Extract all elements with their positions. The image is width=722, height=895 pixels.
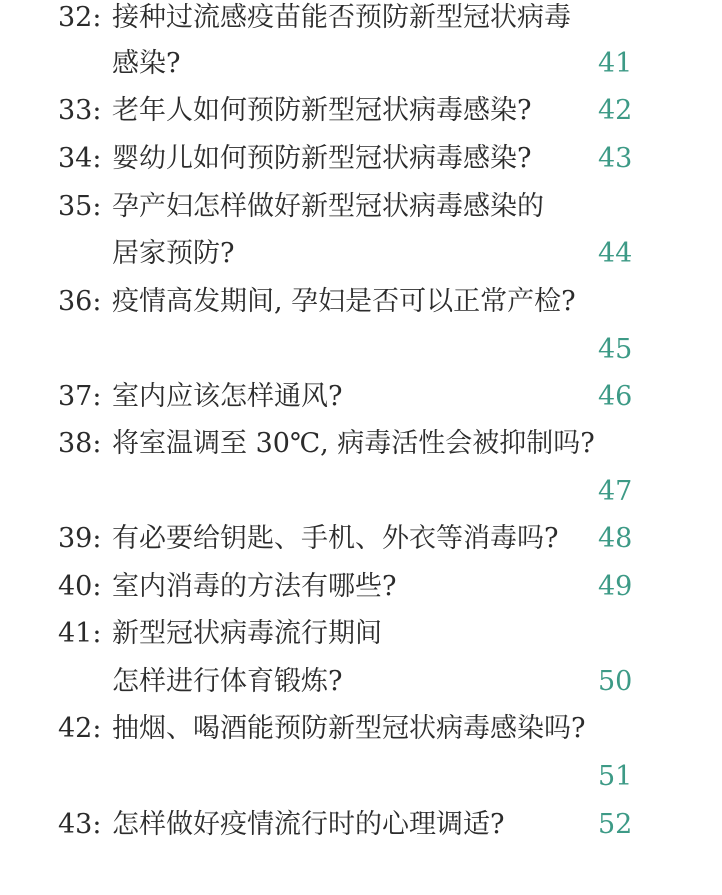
entry-title: 孕产妇怎样做好新型冠状病毒感染的 bbox=[112, 191, 544, 222]
entry-title: 室内消毒的方法有哪些? bbox=[112, 571, 397, 602]
entry-number: 36: bbox=[58, 286, 102, 317]
entry-page-number: 45 bbox=[598, 334, 633, 365]
entry-title: 疫情高发期间, 孕妇是否可以正常产检? bbox=[112, 286, 576, 317]
entry-number: 39: bbox=[58, 523, 102, 554]
entry-page-number: 49 bbox=[598, 571, 633, 602]
entry-title-continued: 感染? bbox=[112, 48, 181, 79]
entry-number: 33: bbox=[58, 95, 102, 126]
entry-number: 42: bbox=[58, 713, 102, 744]
entry-page-number: 46 bbox=[598, 381, 633, 412]
entry-title: 婴幼儿如何预防新型冠状病毒感染? bbox=[112, 143, 532, 174]
entry-title: 有必要给钥匙、手机、外衣等消毒吗? bbox=[112, 523, 559, 554]
entry-number: 38: bbox=[58, 428, 102, 459]
entry-number: 35: bbox=[58, 191, 102, 222]
entry-title: 将室温调至 30℃, 病毒活性会被抑制吗? bbox=[112, 428, 595, 459]
entry-number: 37: bbox=[58, 381, 102, 412]
entry-title: 室内应该怎样通风? bbox=[112, 381, 343, 412]
entry-title: 老年人如何预防新型冠状病毒感染? bbox=[112, 95, 532, 126]
entry-page-number: 42 bbox=[598, 95, 633, 126]
entry-page-number: 50 bbox=[598, 666, 633, 697]
entry-page-number: 52 bbox=[598, 809, 633, 840]
entry-title: 接种过流感疫苗能否预防新型冠状病毒 bbox=[112, 2, 571, 33]
entry-number: 41: bbox=[58, 618, 102, 649]
entry-title: 抽烟、喝酒能预防新型冠状病毒感染吗? bbox=[112, 713, 586, 744]
entry-title-continued: 怎样进行体育锻炼? bbox=[112, 666, 343, 697]
entry-page-number: 51 bbox=[598, 761, 633, 792]
entry-number: 34: bbox=[58, 143, 102, 174]
entry-page-number: 48 bbox=[598, 523, 633, 554]
entry-page-number: 47 bbox=[598, 476, 633, 507]
entry-number: 32: bbox=[58, 2, 102, 33]
entry-page-number: 41 bbox=[598, 48, 633, 79]
entry-page-number: 44 bbox=[598, 238, 633, 269]
entry-number: 40: bbox=[58, 571, 102, 602]
entry-title: 新型冠状病毒流行期间 bbox=[112, 618, 382, 649]
entry-number: 43: bbox=[58, 809, 102, 840]
entry-page-number: 43 bbox=[598, 143, 633, 174]
entry-title: 怎样做好疫情流行时的心理调适? bbox=[112, 809, 505, 840]
entry-title-continued: 居家预防? bbox=[112, 238, 235, 269]
